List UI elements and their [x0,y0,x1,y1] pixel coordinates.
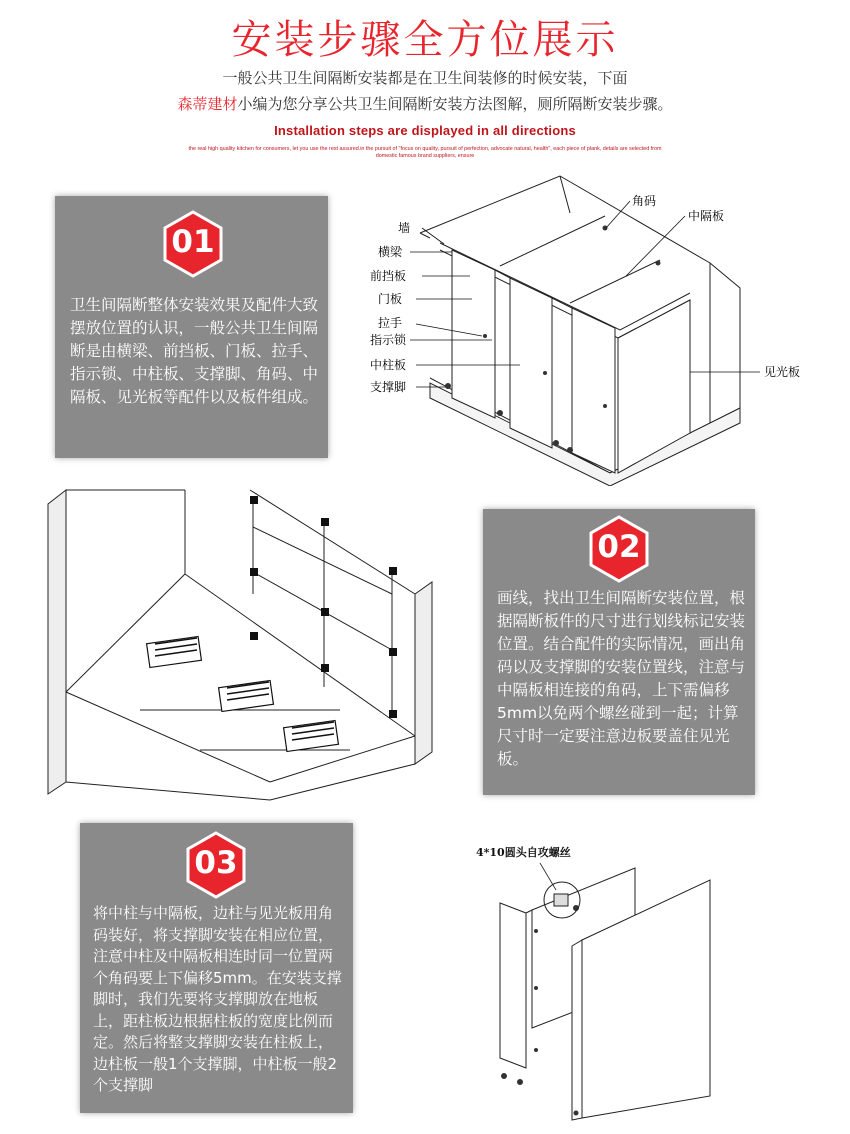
label-beam: 横梁 [378,245,403,259]
post-assembly-diagram [470,828,720,1124]
step-2-text: 画线，找出卫生间隔断安装位置，根据隔断板件的尺寸进行划线标记安装位置。结合配件的实际情况，画出角码以及支撑脚的安装位置线，注意与中隔板相连接的角码，上下需偏移5mm以免两个螺丝碰到一起；计算尺寸时一定要注意边板要盖住见光板。 [497,589,746,768]
screw-label: 4*10圆头自攻螺丝 [476,846,571,859]
partition-overview-diagram [360,168,830,486]
label-door: 门板 [378,292,403,306]
intro-line-1: 一般公共卫生间隔断安装都是在卫生间装修的时候安装，下面 [222,69,628,87]
brand-name: 森蒂建材 [177,95,238,113]
intro-line-2 [0,93,850,114]
step-3-number: 03 [194,845,238,881]
english-title: Installation steps are displayed in all directions [274,123,576,138]
label-partition: 中隔板 [688,209,725,223]
step-2-number: 02 [597,529,641,565]
english-note: the real high quality kitchen for consumers, let you use the rest assured.in the pursuit of "focus on quality, pursuit of perfection, advocate natural, health", each piece of plank, details are selected from domestic famous brand suppliers, ensure [188,146,662,159]
label-handle: 拉手 [378,316,403,330]
label-lock: 指示锁 [370,333,407,347]
floor-marking-diagram [40,482,480,804]
step-2-card [483,509,755,795]
label-wall: 墙 [398,221,411,235]
step-1-number: 01 [171,224,215,260]
step-3-card [80,823,353,1113]
step-1-card [55,196,328,458]
step-1-text: 卫生间隔断整体安装效果及配件大致摆放位置的认识，一般公共卫生间隔断是由横梁、前挡板、门板、拉手、指示锁、中柱板、支撑脚、角码、中隔板、见光板等配件以及板件组成。 [70,296,319,406]
page-title: 安装步骤全方位展示 [231,17,619,63]
label-middle-post: 中柱板 [370,358,407,372]
label-corner-bracket: 角码 [632,194,657,208]
label-support-foot: 支撑脚 [370,380,407,394]
label-front-panel: 前挡板 [370,269,407,283]
label-side-panel: 见光板 [764,365,801,379]
intro-line-2-rest: 小编为您分享公共卫生间隔断安装方法图解，厕所隔断安装步骤。 [237,95,673,113]
step-3-text: 将中柱与中隔板，边柱与见光板用角码装好，将支撑脚安装在相应位置，注意中柱及中隔板相连时同一位置两个角码要上下偏移5mm。在安装支撑脚时，我们先要将支撑脚放在地板上，距柱板边根据柱板的宽度比例而定。然后将整支撑脚安装在柱板上，边柱板一般1个支撑脚，中柱板一般2个支撑脚 [93,904,342,1094]
